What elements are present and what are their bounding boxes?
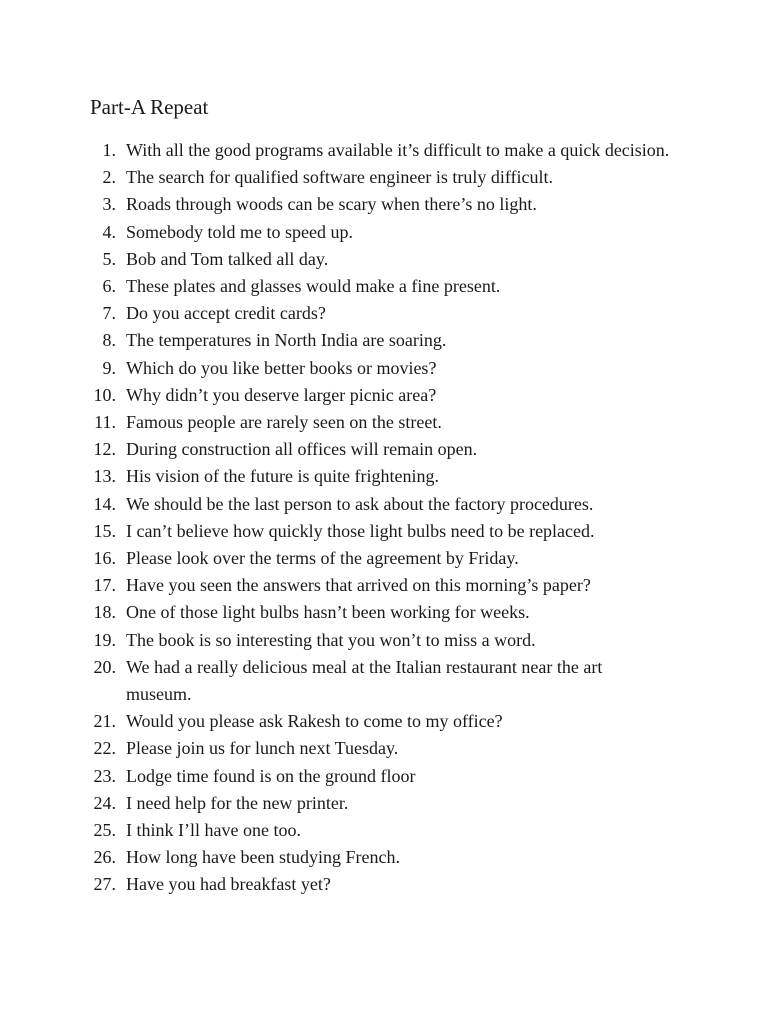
list-item: [0, 164, 700, 191]
list-item-text: How long have been studying French.: [126, 847, 400, 868]
list-item-text: Would you please ask Rakesh to come to my office?: [126, 711, 503, 732]
list-item: [0, 436, 700, 463]
list-item-text: The search for qualified software engineer is truly difficult.: [126, 167, 554, 188]
list-item-text: Please look over the terms of the agreement by Friday.: [126, 548, 519, 569]
list-item-text: I need help for the new printer.: [126, 792, 349, 813]
list-item-number: 4.: [102, 221, 116, 242]
list-item-number: 13.: [93, 466, 116, 487]
list-item: [0, 545, 700, 572]
list-item-text: I can’t believe how quickly those light bulbs need to be replaced.: [126, 520, 595, 541]
list-item-number: 16.: [93, 548, 116, 569]
list-item-number: 12.: [93, 439, 116, 460]
list-item: [0, 355, 700, 382]
list-item-number: 24.: [93, 792, 116, 813]
list-item-number: 7.: [102, 303, 116, 324]
list-item-number: 21.: [93, 711, 116, 732]
list-item-text: The book is so interesting that you won’t to miss a word.: [126, 629, 536, 650]
list-item-text: Roads through woods can be scary when there’s no light.: [126, 194, 537, 215]
list-item: [0, 246, 700, 273]
list-item: [0, 790, 700, 817]
list-item-text: We had a really delicious meal at the Italian restaurant near the art museum.: [126, 656, 603, 705]
list-item: [0, 491, 700, 518]
page-title: Part-A Repeat: [90, 95, 209, 119]
list-item-number: 18.: [93, 602, 116, 623]
list-item-text: We should be the last person to ask about the factory procedures.: [126, 493, 594, 514]
list-item-number: 15.: [93, 520, 116, 541]
list-item-text: Why didn’t you deserve larger picnic area?: [126, 384, 437, 405]
list-item: [0, 572, 700, 599]
list-item: [0, 409, 700, 436]
list-item: [0, 463, 700, 490]
list-item-number: 20.: [93, 656, 116, 677]
list-item: [0, 599, 700, 626]
list-item: [0, 518, 700, 545]
list-item-number: 27.: [93, 874, 116, 895]
list-item: [0, 327, 700, 354]
list-item-text: Famous people are rarely seen on the street.: [126, 412, 442, 433]
list-item-text: Have you had breakfast yet?: [126, 874, 331, 895]
list-item-text: Lodge time found is on the ground floor: [126, 765, 416, 786]
list-item-text: Please join us for lunch next Tuesday.: [126, 738, 399, 759]
list-item: [0, 137, 700, 164]
list-item: [0, 191, 700, 218]
list-item-number: 8.: [102, 330, 116, 351]
list-item-number: 9.: [102, 357, 116, 378]
list-item-text: One of those light bulbs hasn’t been working for weeks.: [126, 602, 530, 623]
list-item: [0, 844, 700, 871]
list-item: [0, 627, 700, 654]
list-item-text: Bob and Tom talked all day.: [126, 248, 329, 269]
list-item-number: 25.: [93, 820, 116, 841]
list-item: [0, 708, 700, 735]
list-item-number: 5.: [102, 248, 116, 269]
list-item-number: 10.: [93, 384, 116, 405]
list-item: [0, 382, 700, 409]
list-item-number: 1.: [102, 140, 116, 160]
list-item: [0, 654, 700, 708]
sentence-list: [0, 137, 700, 899]
list-item: [0, 735, 700, 762]
list-item-text: I think I’ll have one too.: [126, 820, 301, 841]
list-item-number: 19.: [93, 629, 116, 650]
list-item-text: These plates and glasses would make a fine present.: [126, 276, 501, 297]
list-item-text: His vision of the future is quite frightening.: [126, 466, 439, 487]
list-item-number: 17.: [93, 575, 116, 596]
list-item-text: The temperatures in North India are soaring.: [126, 330, 447, 351]
list-item-number: 23.: [93, 765, 116, 786]
list-item-number: 11.: [94, 412, 116, 433]
list-item-text: Have you seen the answers that arrived on this morning’s paper?: [126, 575, 591, 596]
list-item-text: During construction all offices will remain open.: [126, 439, 478, 460]
list-item-text: Do you accept credit cards?: [126, 303, 326, 324]
list-item: [0, 273, 700, 300]
list-item-text: Somebody told me to speed up.: [126, 221, 353, 242]
list-item: [0, 871, 700, 898]
list-item: [0, 817, 700, 844]
list-item-number: 26.: [93, 847, 116, 868]
list-item-number: 6.: [102, 276, 116, 297]
list-item-number: 14.: [93, 493, 116, 514]
list-item-text: Which do you like better books or movies?: [126, 357, 437, 378]
list-item-number: 2.: [102, 167, 116, 188]
list-item-text: With all the good programs available it’s difficult to make a quick decision.: [126, 140, 670, 160]
list-item: [0, 300, 700, 327]
list-item: [0, 763, 700, 790]
list-item-number: 22.: [93, 738, 116, 759]
list-item: [0, 219, 700, 246]
list-item-number: 3.: [102, 194, 116, 215]
